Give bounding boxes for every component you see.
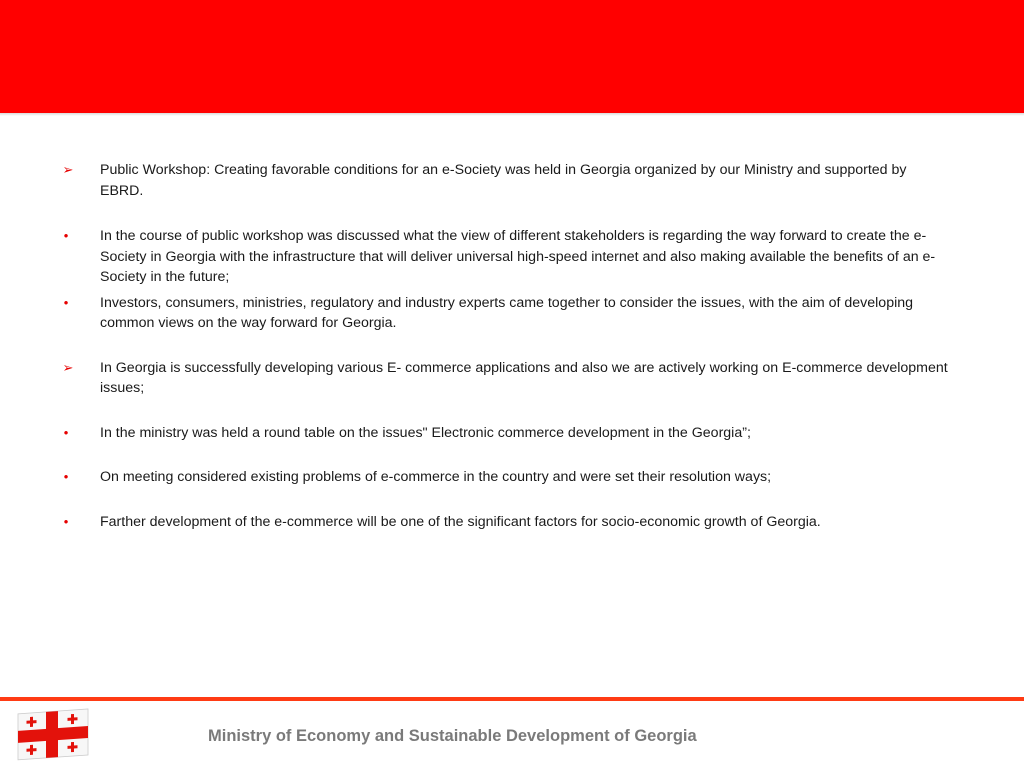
list-item: [58, 512, 948, 533]
item-text: On meeting considered existing problems of e-commerce in the country and were set their resolution ways;: [100, 469, 772, 485]
arrow-bullet-icon: ➢: [62, 359, 74, 375]
item-text: Public Workshop: Creating favorable conditions for an e-Society was held in Georgia organized by our Ministry and supported by EBRD.: [100, 162, 907, 199]
slide-body: [58, 160, 948, 532]
list-item: [58, 358, 948, 399]
georgia-flag-icon: [16, 707, 90, 761]
list-item: [58, 293, 948, 334]
header-shadow: [0, 113, 1024, 116]
header-band: [0, 0, 1024, 113]
list-item: [58, 226, 948, 288]
item-text: In Georgia is successfully developing various E- commerce applications and also we are actively working on E-commerce development issues;: [100, 359, 948, 396]
item-text: In the ministry was held a round table on the issues" Electronic commerce development in the Georgia”;: [100, 424, 751, 441]
dot-bullet-icon: •: [63, 294, 69, 310]
item-text: Investors, consumers, ministries, regulatory and industry experts came together to consider the issues, with the aim of developing common views on the way forward for Georgia.: [100, 294, 914, 331]
dot-bullet-icon: •: [63, 424, 69, 440]
arrow-bullet-icon: ➢: [62, 162, 74, 177]
dot-bullet-icon: •: [63, 469, 69, 484]
dot-bullet-icon: •: [63, 513, 69, 529]
list-item: [58, 160, 948, 201]
item-text: Farther development of the e-commerce will be one of the significant factors for socio-economic growth of Georgia.: [100, 513, 821, 530]
footer-rule: [0, 697, 1024, 701]
footer-title: Ministry of Economy and Sustainable Development of Georgia: [208, 727, 697, 745]
item-text: In the course of public workshop was discussed what the view of different stakeholders is regarding the way forward to create the e-Society in Georgia with the infrastructure that will deliver universal high-speed internet and also making available the benefits of an e-Society in the future;: [100, 228, 936, 285]
dot-bullet-icon: •: [63, 228, 69, 243]
list-item: [58, 467, 948, 488]
list-item: [58, 423, 948, 444]
